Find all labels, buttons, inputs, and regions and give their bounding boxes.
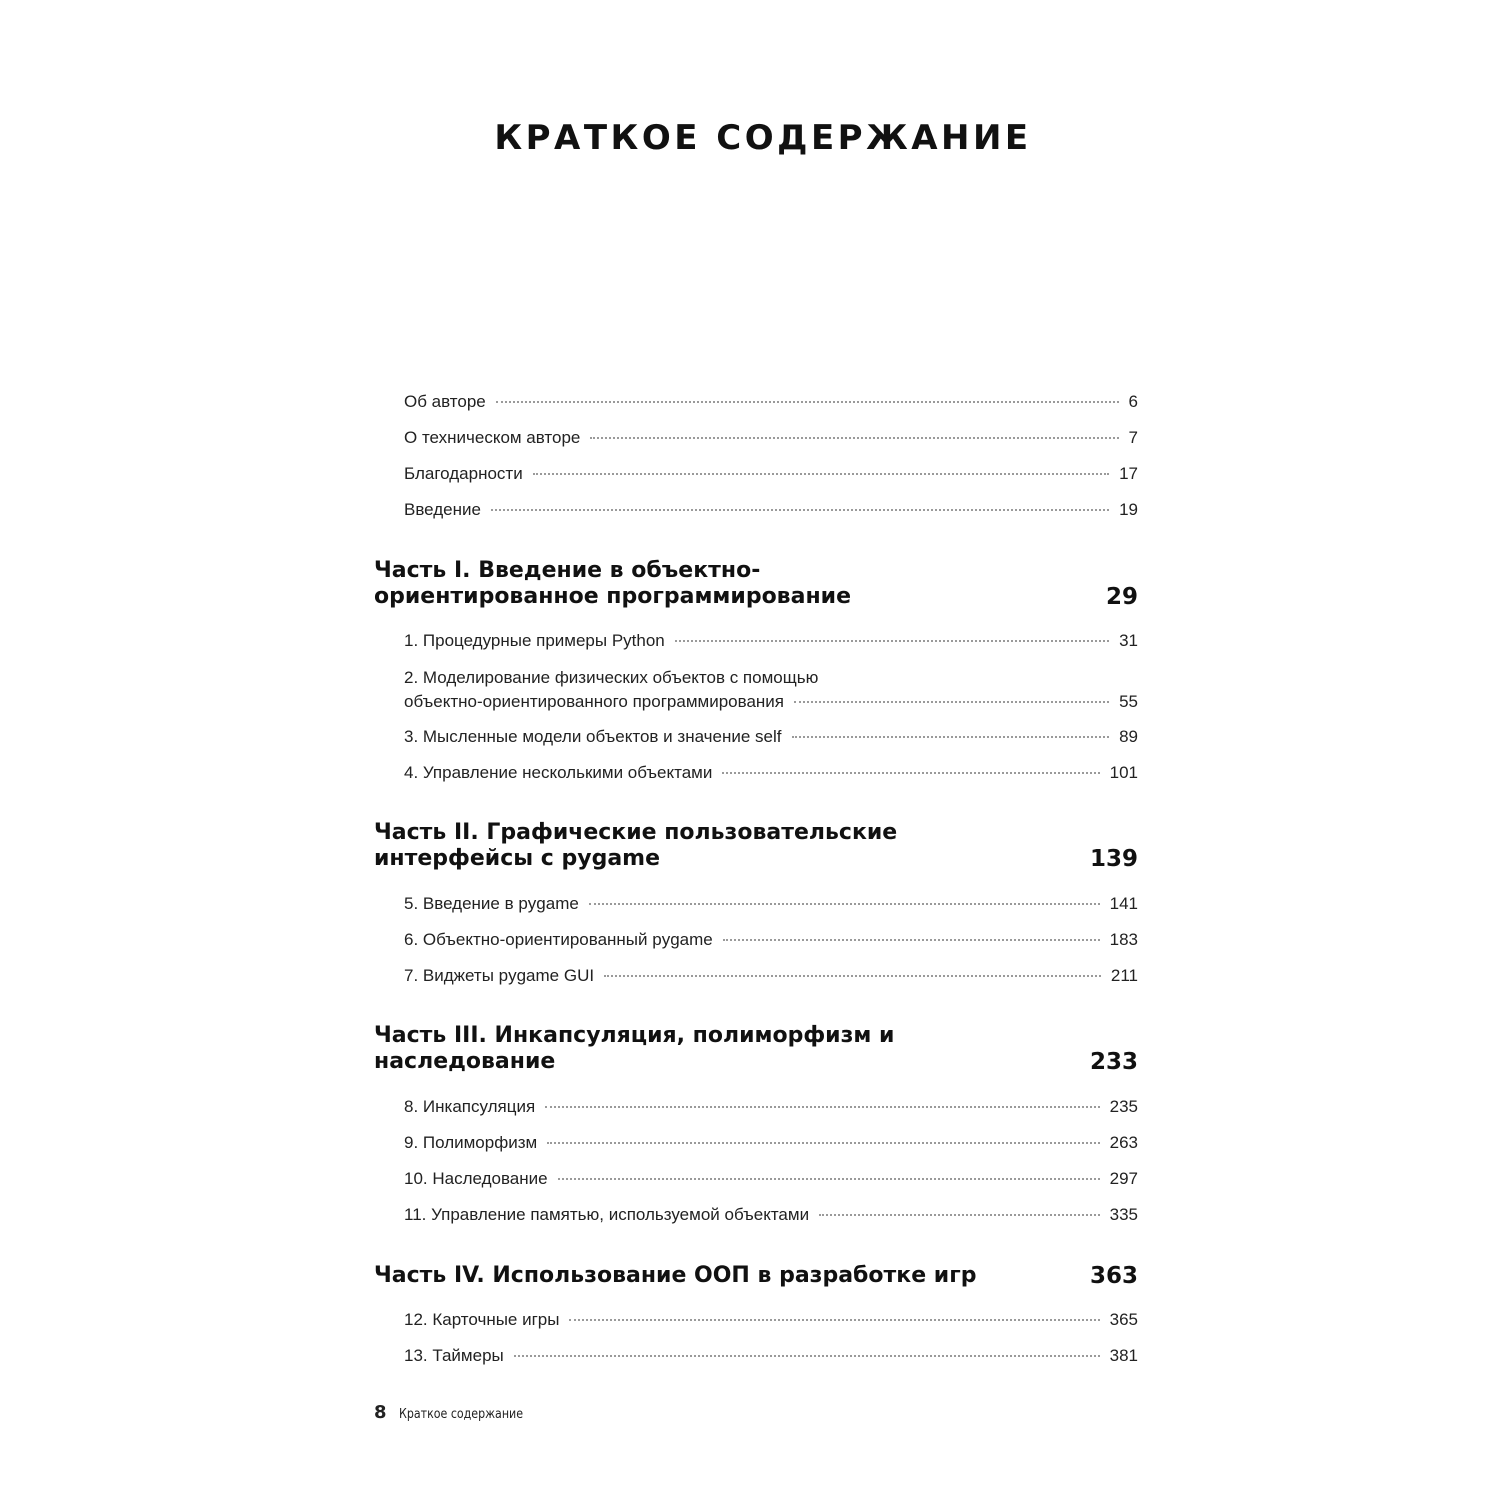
dot-leader [533, 472, 1109, 475]
entry-label: О техническом авторе [404, 428, 581, 447]
dot-leader [569, 1318, 1099, 1321]
entry-page: 55 [1119, 692, 1138, 711]
entry-label: 8. Инкапсуляция [404, 1097, 536, 1116]
toc-entry-introduction[interactable] [404, 500, 1138, 520]
entry-label-line1: 2. Моделирование физических объектов с помощью [404, 668, 819, 687]
entry-page: 365 [1109, 1310, 1138, 1329]
entry-label: 11. Управление памятью, используемой объектами [404, 1205, 810, 1224]
part-page: 233 [1089, 1049, 1138, 1075]
toc-entry-chapter-9[interactable] [404, 1133, 1138, 1153]
toc-entry-chapter-5[interactable] [404, 894, 1138, 914]
dot-leader [545, 1105, 1099, 1108]
entry-page: 17 [1119, 464, 1138, 483]
entry-page: 335 [1109, 1205, 1138, 1224]
entry-page: 101 [1109, 763, 1138, 782]
page-number: 8 [374, 1402, 387, 1423]
toc-entry-about-tech-author[interactable] [404, 428, 1138, 448]
toc-entry-chapter-12[interactable] [404, 1310, 1138, 1330]
toc-entry-chapter-3[interactable] [404, 727, 1138, 747]
entry-label: 1. Процедурные примеры Python [404, 631, 665, 650]
dot-leader [590, 436, 1118, 439]
toc-entry-chapter-4[interactable] [404, 763, 1138, 783]
entry-page: 19 [1119, 500, 1138, 519]
part-heading-4[interactable] [374, 1263, 1138, 1289]
entry-label: Благодарности [404, 464, 523, 483]
toc-entry-chapter-6[interactable] [404, 930, 1138, 950]
toc-entry-chapter-2[interactable] [404, 666, 1138, 714]
dot-leader [723, 938, 1100, 941]
dot-leader [819, 1213, 1100, 1216]
toc-entry-chapter-8[interactable] [404, 1097, 1138, 1117]
part-heading-2[interactable] [374, 820, 1138, 872]
toc-entry-chapter-7[interactable] [404, 966, 1138, 986]
entry-label: 9. Полиморфизм [404, 1133, 538, 1152]
entry-page: 6 [1128, 392, 1138, 411]
entry-page: 89 [1119, 727, 1138, 746]
dot-leader [604, 974, 1101, 977]
entry-label: 10. Наследование [404, 1169, 548, 1188]
dot-leader [794, 700, 1109, 703]
dot-leader [514, 1354, 1100, 1357]
entry-label: 3. Мысленные модели объектов и значение self [404, 727, 782, 746]
entry-label: объектно-ориентированного программирования [404, 692, 784, 711]
dot-leader [792, 735, 1110, 738]
toc-entry-acknowledgements[interactable] [404, 464, 1138, 484]
toc-entry-chapter-11[interactable] [404, 1205, 1138, 1225]
part-page: 139 [1089, 846, 1138, 872]
entry-label: 7. Виджеты pygame GUI [404, 966, 595, 985]
entry-label: 13. Таймеры [404, 1346, 504, 1365]
page-title: КРАТКОЕ СОДЕРЖАНИЕ [494, 118, 1032, 158]
part-page: 363 [1089, 1263, 1138, 1289]
entry-label: 6. Объектно-ориентированный pygame [404, 930, 713, 949]
entry-page: 381 [1109, 1346, 1138, 1365]
entry-page: 183 [1109, 930, 1138, 949]
running-title: Краткое содержание [398, 1407, 523, 1422]
dot-leader [558, 1177, 1100, 1180]
entry-page: 263 [1109, 1133, 1138, 1152]
entry-page: 141 [1109, 894, 1138, 913]
entry-page: 297 [1109, 1169, 1138, 1188]
entry-page: 235 [1109, 1097, 1138, 1116]
entry-page: 211 [1110, 966, 1138, 985]
part-title: Часть II. Графические пользовательские интерфейсы с pygame [374, 820, 898, 871]
dot-leader [496, 400, 1119, 403]
entry-label: 4. Управление несколькими объектами [404, 763, 713, 782]
dot-leader [547, 1141, 1099, 1144]
entry-label: 5. Введение в pygame [404, 894, 579, 913]
part-title: Часть III. Инкапсуляция, полиморфизм и наследование [374, 1023, 895, 1074]
part-heading-3[interactable] [374, 1023, 1138, 1075]
dot-leader [589, 902, 1100, 905]
entry-page: 31 [1119, 631, 1138, 650]
toc-entry-about-author[interactable] [404, 392, 1138, 412]
toc-entry-chapter-10[interactable] [404, 1169, 1138, 1189]
entry-page: 7 [1128, 428, 1138, 447]
entry-label: 12. Карточные игры [404, 1310, 560, 1329]
toc-entry-chapter-13[interactable] [404, 1346, 1138, 1366]
part-heading-1[interactable] [374, 558, 1138, 610]
toc-entry-chapter-1[interactable] [404, 631, 1138, 651]
dot-leader [675, 639, 1109, 642]
part-page: 29 [1105, 584, 1138, 610]
page-footer [374, 1402, 544, 1423]
part-title: Часть IV. Использование ООП в разработке игр [374, 1263, 977, 1288]
entry-label: Введение [404, 500, 481, 519]
part-title: Часть I. Введение в объектно-ориентированное программирование [374, 558, 851, 609]
dot-leader [491, 508, 1109, 511]
entry-label: Об авторе [404, 392, 486, 411]
dot-leader [722, 771, 1099, 774]
